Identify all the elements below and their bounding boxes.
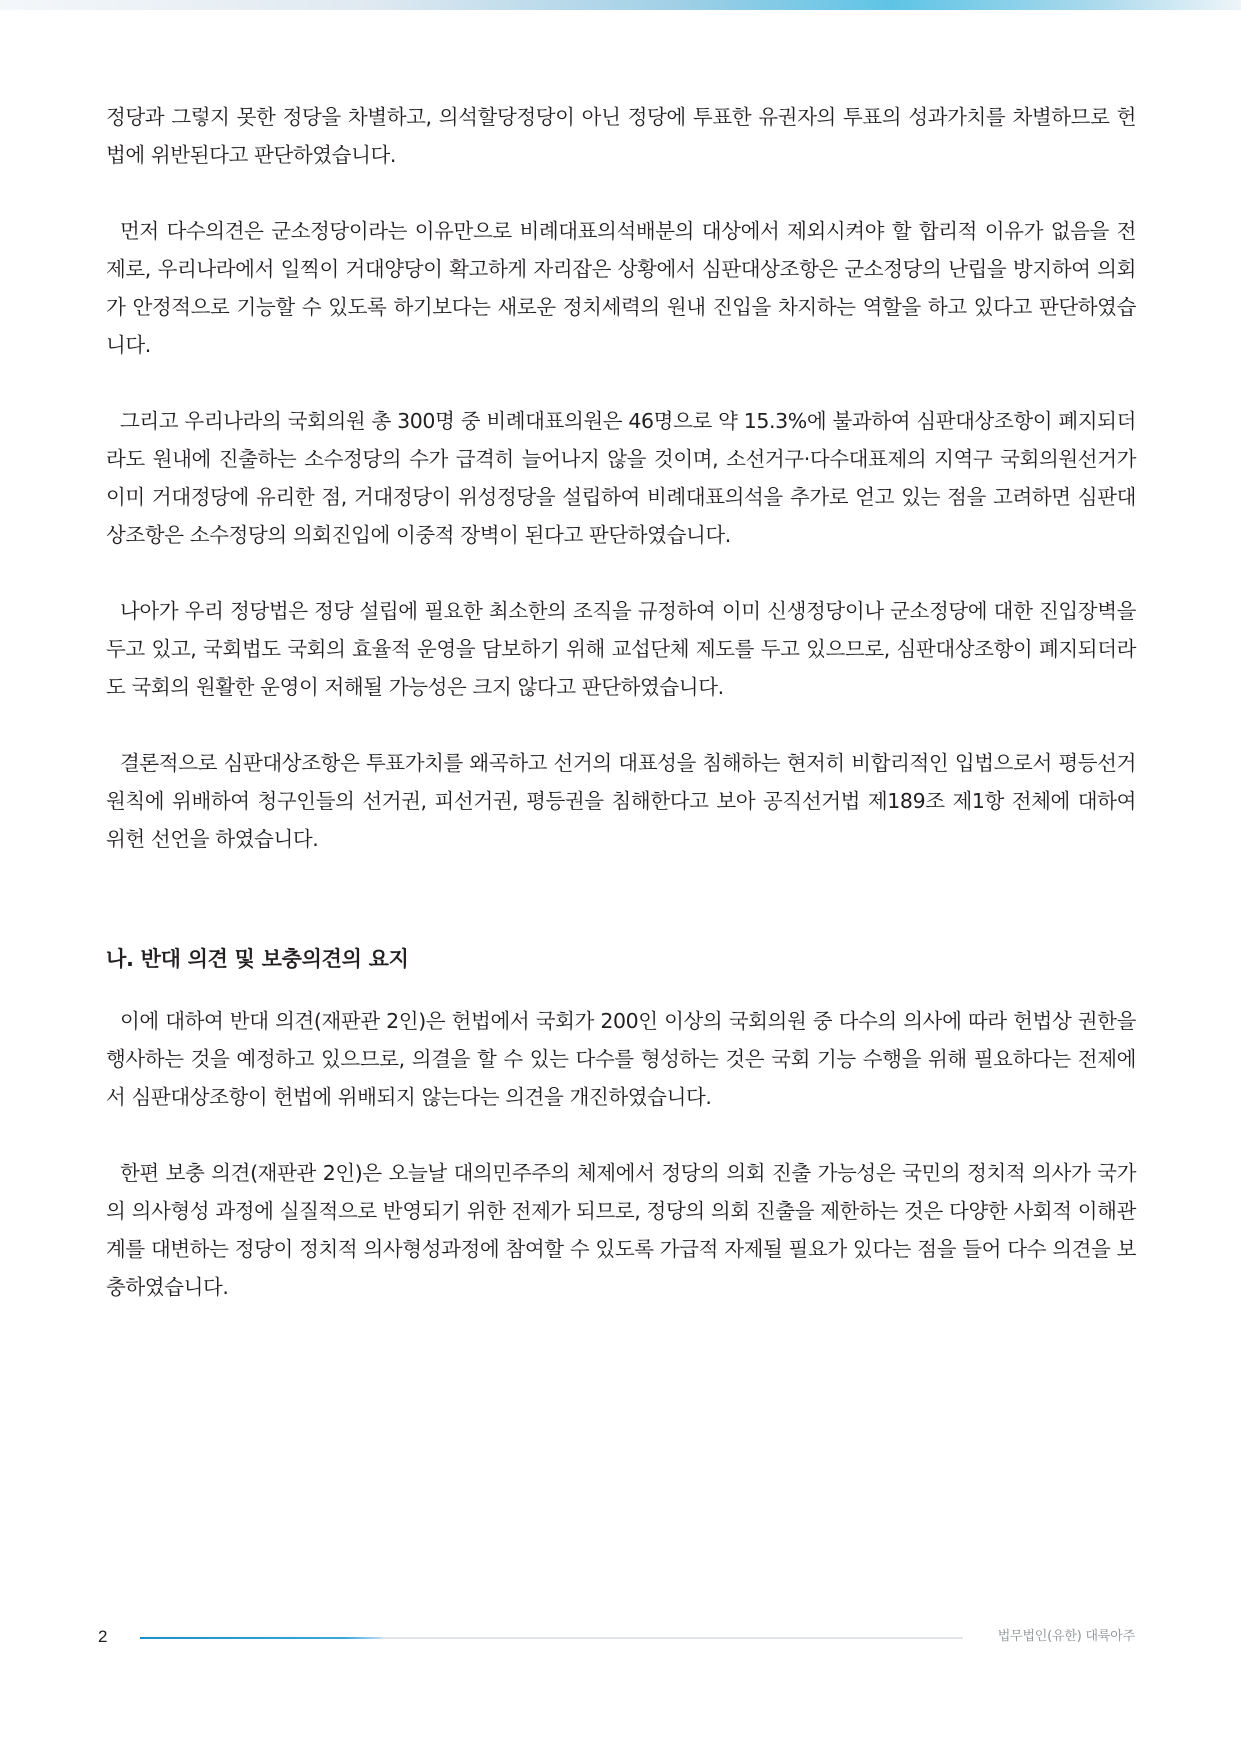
firm-name: 법무법인(유한) 대륙아주 — [997, 1629, 1135, 1644]
page-footer — [0, 1622, 1241, 1652]
top-gradient-bar — [0, 0, 1241, 10]
paragraph-party-law: 나아가 우리 정당법은 정당 설립에 필요한 최소한의 조직을 규정하여 이미 신생정당이나 군소정당에 대한 진입장벽을 두고 있고, 국회법도 국회의 효율적 운영을 담보하기 위해 교섭단체 제도를 두고 있으므로, 심판대상조항이 폐지되더라도 국회의 원활한 운영이 저해될 가능성은 크지 않다고 판단하였습니다. — [106, 599, 1136, 699]
paragraph-conclusion: 결론적으로 심판대상조항은 투표가치를 왜곡하고 선거의 대표성을 침해하는 현저히 비합리적인 입법으로서 평등선거원칙에 위배하여 청구인들의 선거권, 피선거권, 평등권을 침해한다고 보아 공직선거법 제189조 제1항 전체에 대하여 위헌 선언을 하였습니다. — [106, 751, 1136, 851]
paragraph-majority-premise: 먼저 다수의견은 군소정당이라는 이유만으로 비례대표의석배분의 대상에서 제외시켜야 할 합리적 이유가 없음을 전제로, 우리나라에서 일찍이 거대양당이 확고하게 자리잡은 상황에서 심판대상조항은 군소정당의 난립을 방지하여 의회가 안정적으로 기능할 수 있도록 하기보다는 새로운 정치세력의 원내 진입을 차지하는 역할을 하고 있다고 판단하였습니다. — [106, 219, 1136, 357]
footer-divider — [140, 1637, 963, 1639]
section-heading: 나. 반대 의견 및 보충의견의 요지 — [106, 947, 409, 971]
footer-divider-accent — [140, 1637, 382, 1639]
paragraph-concurring-opinion: 한편 보충 의견(재판관 2인)은 오늘날 대의민주주의 체제에서 정당의 의회 진출 가능성은 국민의 정치적 의사가 국가의 의사형성 과정에 실질적으로 반영되기 위한 전제가 되므로, 정당의 의회 진출을 제한하는 것은 다양한 사회적 이해관계를 대변하는 정당이 정치적 의사형성과정에 참여할 수 있도록 가급적 자제될 필요가 있다는 점을 들어 다수 의견을 보충하였습니다. — [106, 1161, 1136, 1299]
page-number: 2 — [98, 1627, 108, 1646]
document-body — [106, 98, 1136, 1344]
paragraph-continuation: 정당과 그렇지 못한 정당을 차별하고, 의석할당정당이 아닌 정당에 투표한 유권자의 투표의 성과가치를 차별하므로 헌법에 위반된다고 판단하였습니다. — [106, 105, 1136, 167]
paragraph-dissenting-opinion: 이에 대하여 반대 의견(재판관 2인)은 헌법에서 국회가 200인 이상의 국회의원 중 다수의 의사에 따라 헌법상 권한을 행사하는 것을 예정하고 있으므로, 의결을 할 수 있는 다수를 형성하는 것은 국회 기능 수행을 위해 필요하다는 전제에서 심판대상조항이 헌법에 위배되지 않는다는 의견을 개진하였습니다. — [106, 1009, 1136, 1109]
paragraph-proportional-seats: 그리고 우리나라의 국회의원 총 300명 중 비례대표의원은 46명으로 약 15.3%에 불과하여 심판대상조항이 폐지되더라도 원내에 진출하는 소수정당의 수가 급격히 늘어나지 않을 것이며, 소선거구·다수대표제의 지역구 국회의원선거가 이미 거대정당에 유리한 점, 거대정당이 위성정당을 설립하여 비례대표의석을 추가로 얻고 있는 점을 고려하면 심판대상조항은 소수정당의 의회진입에 이중적 장벽이 된다고 판단하였습니다. — [106, 409, 1136, 547]
